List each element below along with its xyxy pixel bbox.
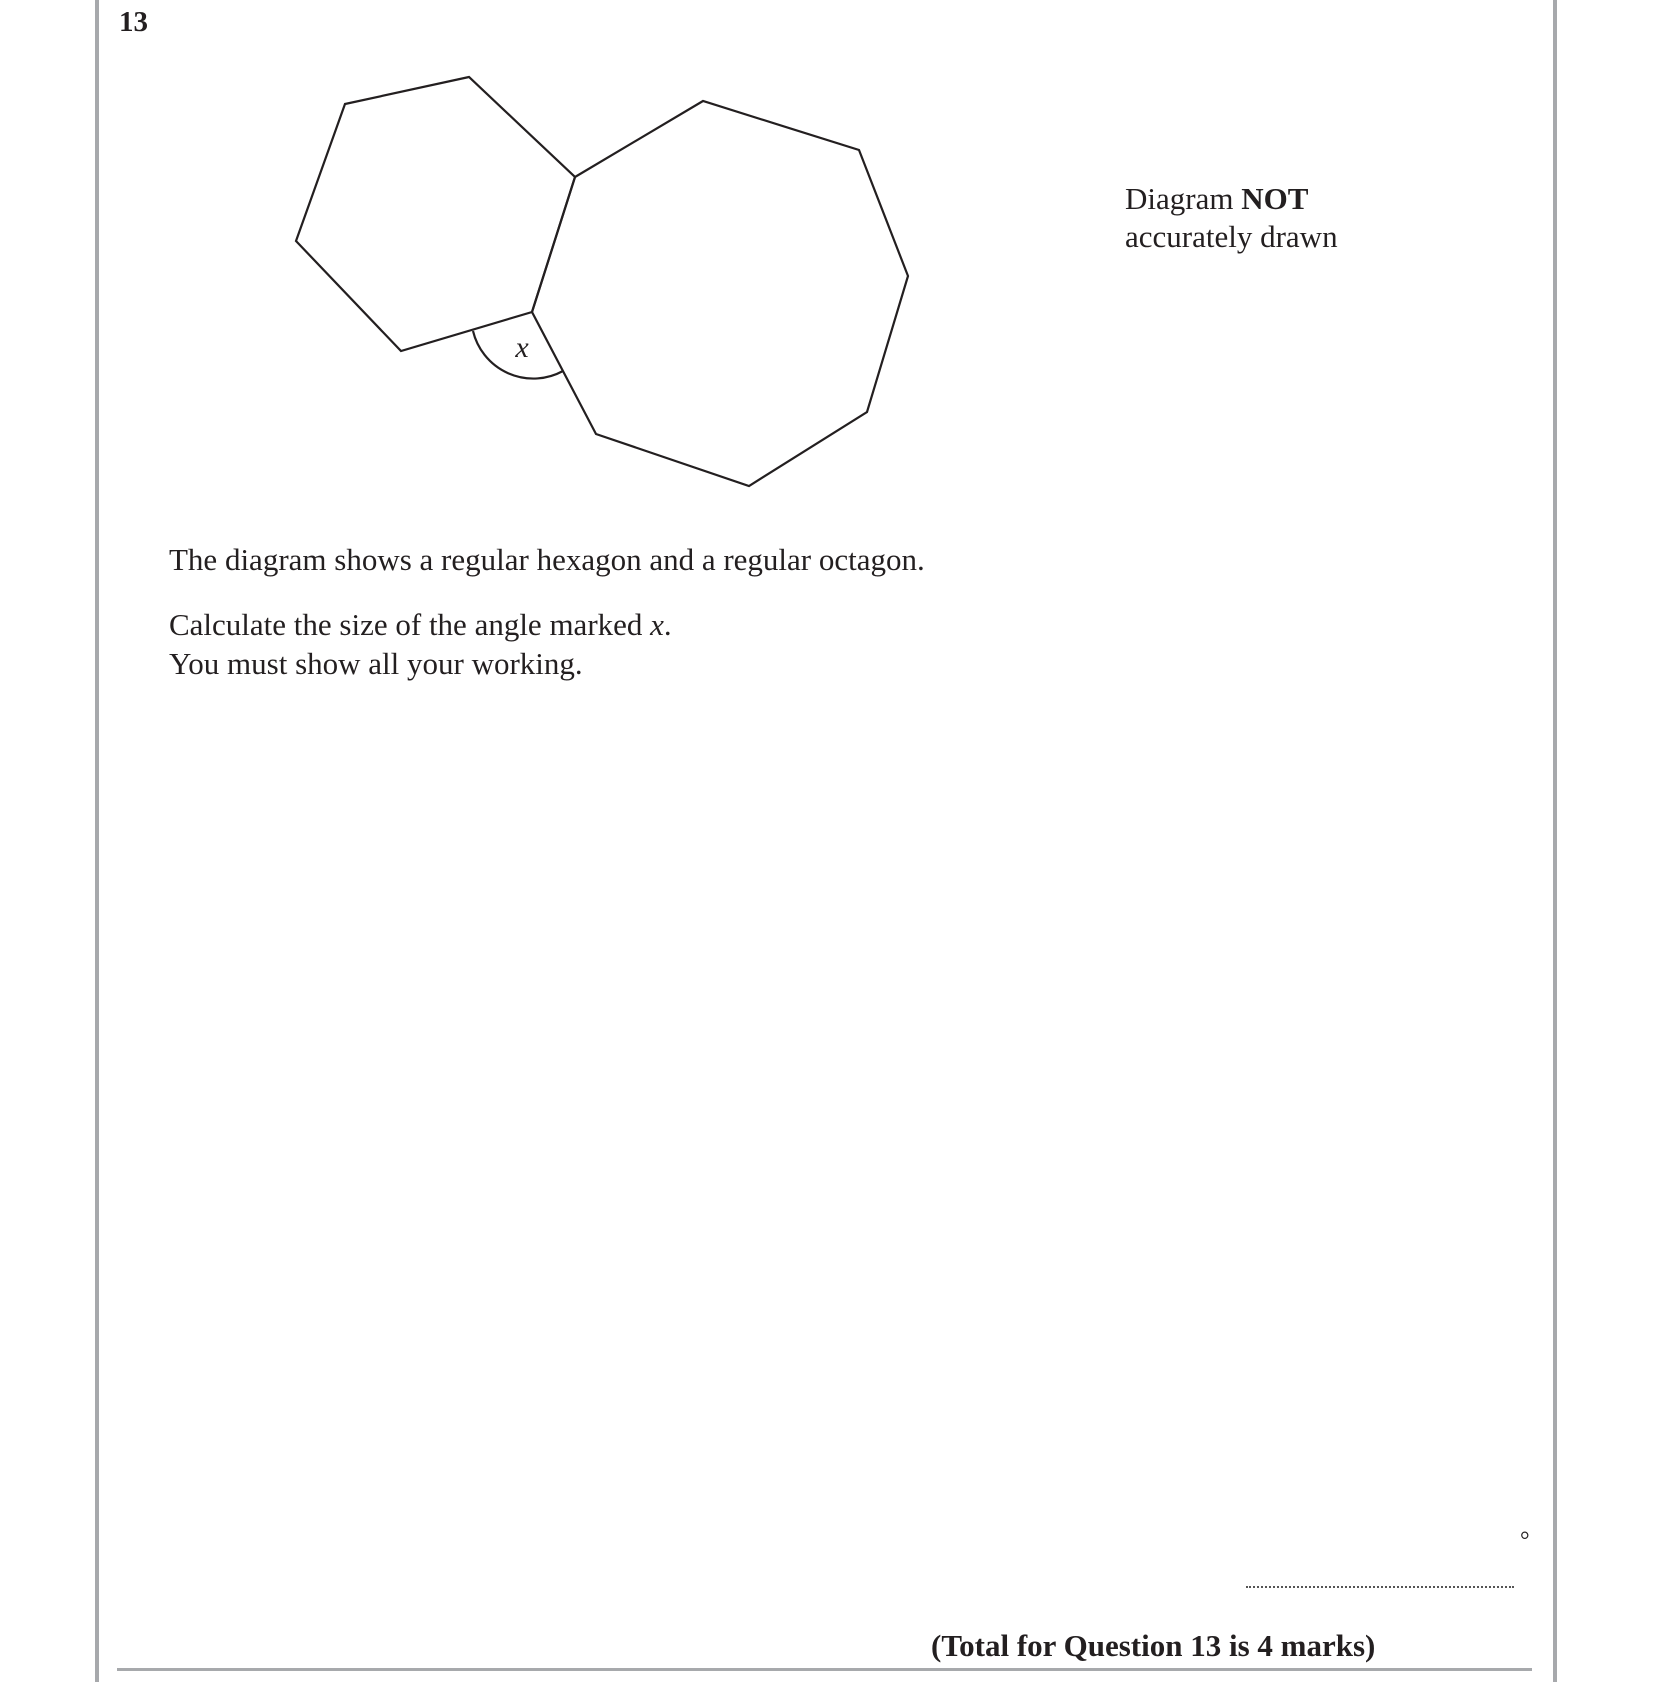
- polygon-diagram: [0, 0, 1000, 520]
- diagram-note-bold: NOT: [1241, 181, 1309, 216]
- angle-label-x: x: [515, 331, 529, 364]
- diagram-note-line2: accurately drawn: [1125, 219, 1338, 254]
- instruction-prefix: Calculate the size of the angle marked: [169, 607, 651, 642]
- bottom-rule: [117, 1668, 1532, 1671]
- working-instruction: You must show all your working.: [169, 646, 583, 681]
- instruction-suffix: .: [663, 607, 672, 642]
- question-number: 13: [119, 6, 148, 38]
- diagram-note-prefix: Diagram: [1125, 181, 1242, 216]
- question-instruction: [169, 606, 672, 644]
- regular-octagon: [532, 101, 908, 486]
- diagram-note: [1125, 180, 1338, 256]
- total-marks: (Total for Question 13 is 4 marks): [931, 1628, 1376, 1663]
- page-border-right: [1553, 0, 1557, 1682]
- degree-symbol: °: [1520, 1528, 1530, 1554]
- instruction-variable: x: [650, 607, 664, 642]
- question-statement: The diagram shows a regular hexagon and a regular octagon.: [169, 542, 925, 577]
- answer-line[interactable]: [1246, 1586, 1514, 1588]
